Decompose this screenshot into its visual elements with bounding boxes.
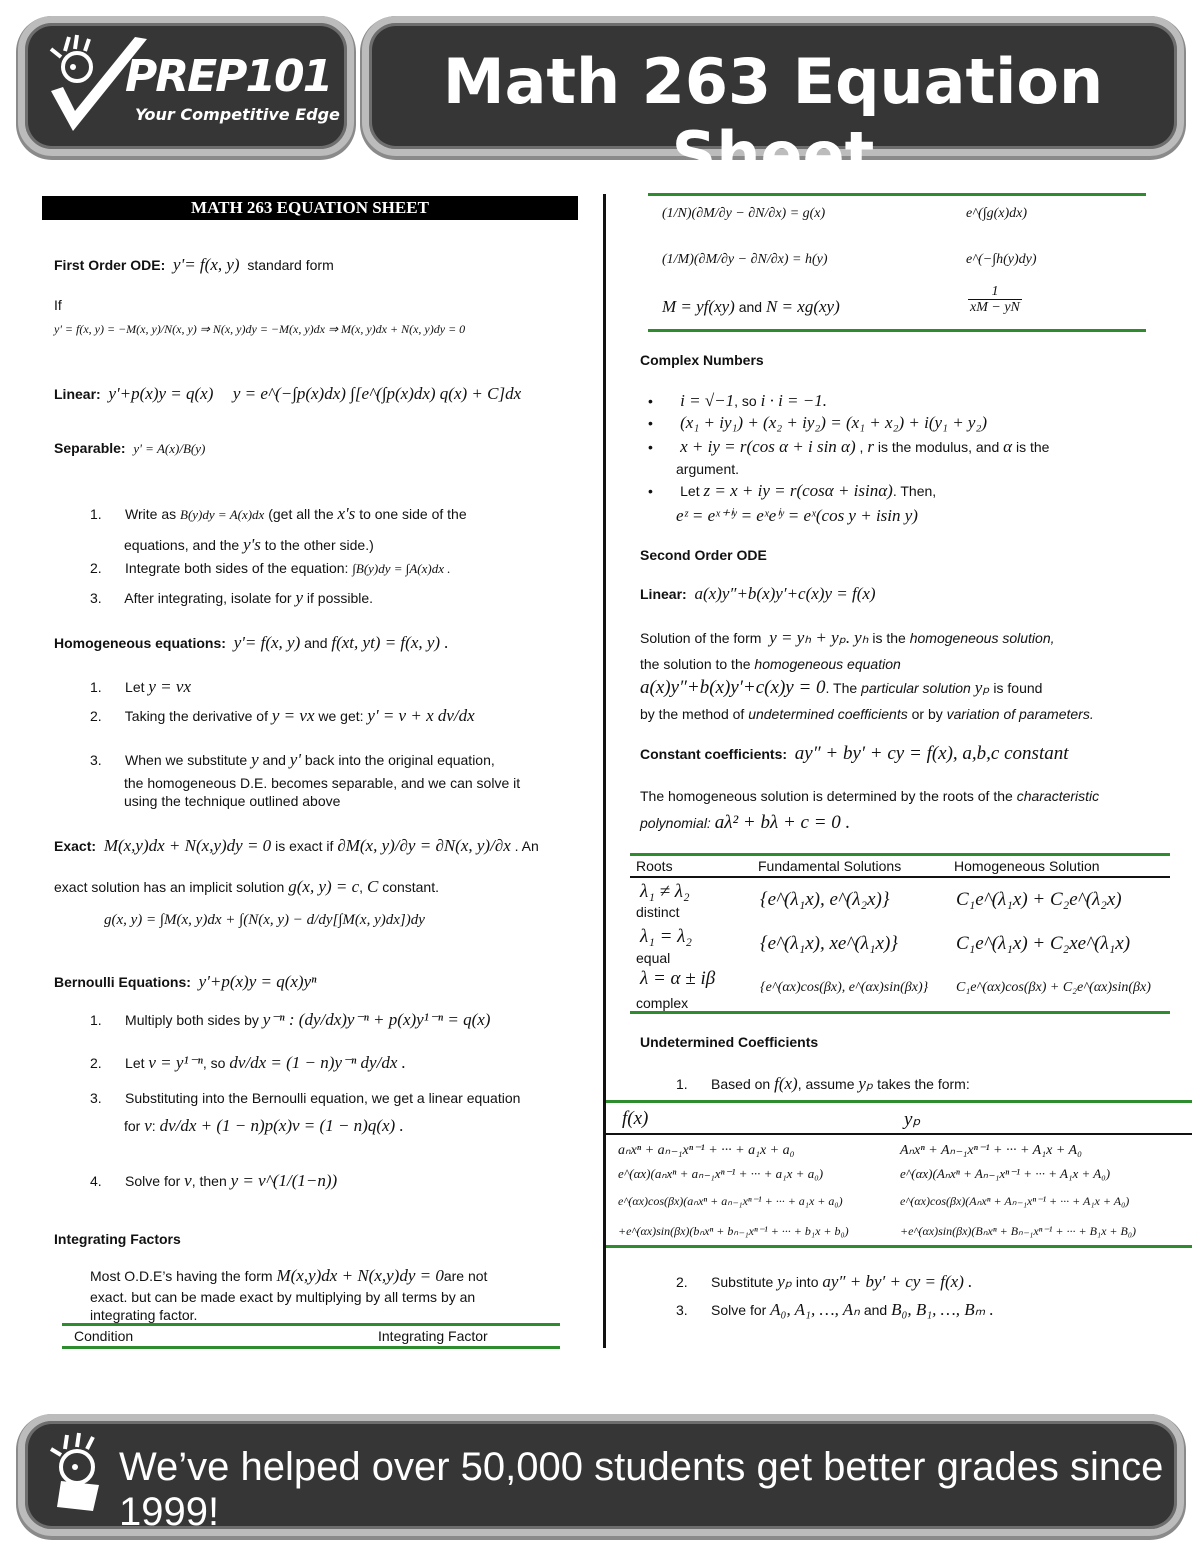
if-table-header-rule <box>62 1346 560 1349</box>
logo-panel <box>18 16 354 156</box>
homog-step-3: 3. When we substitute y and y' back into the original equation, <box>90 750 495 769</box>
undet-y-row-1: Aₙxⁿ + Aₙ₋₁xⁿ⁻¹ + ··· + A₁x + A₀ <box>900 1143 1082 1158</box>
roots-header-homogeneous: Homogeneous Solution <box>954 858 1100 874</box>
title-panel <box>362 16 1184 191</box>
mascot-icon <box>47 1431 111 1515</box>
integrating-title: Integrating Factors <box>54 1231 181 1247</box>
complex-bullet-4: • Let z = x + iy = r(cosα + isinα). Then, <box>648 481 937 500</box>
page-title: Math 263 Equation Sheet <box>442 45 1104 191</box>
hom-equal: C₁e^(λ₁x) + C₂xe^(λ₁x) <box>956 933 1131 954</box>
sep-step-1: 1. Write as B(y)dy = A(x)dx (get all the x's to one side of the <box>90 504 467 523</box>
sep-step-1b: equations, and the y's to the other side.) <box>124 535 374 554</box>
undet-header-rule <box>606 1133 1192 1135</box>
second-order-title: Second Order ODE <box>640 547 767 563</box>
bern-step-4: 4. Solve for v, then y = v^(1/(1−n)) <box>90 1171 338 1190</box>
homogeneous-solution-line-2: polynomial: aλ² + bλ + c = 0 . <box>640 812 851 833</box>
sep-step-3: 3. After integrating, isolate for y if possible. <box>90 588 374 607</box>
constant-coefficients-line: Constant coefficients: ay″ + by′ + cy = f(x), a,b,c constant <box>640 743 1069 764</box>
hom-complex: C₁e^(αx)cos(βx) + C₂e^(αx)sin(βx) <box>956 980 1151 995</box>
if-label: If <box>54 297 62 313</box>
bern-step-3: 3. Substituting into the Bernoulli equation, we get a linear equation <box>90 1090 521 1106</box>
homog-step-3c: using the technique outlined above <box>124 793 341 809</box>
bern-step-1: 1. Multiply both sides by y⁻ⁿ : (dy/dx)y⁻ⁿ + p(x)y¹⁻ⁿ = q(x) <box>90 1010 491 1029</box>
roots-table-top-rule <box>630 853 1170 856</box>
fund-equal: {e^(λ₁x), xe^(λ₁x)} <box>760 933 898 954</box>
exact-solution: g(x, y) = ∫M(x, y)dx + ∫(N(x, y) − d/dy[∫M(x, y)dx])dy <box>104 912 425 928</box>
undetermined-title: Undetermined Coefficients <box>640 1034 819 1050</box>
logo-tagline: Your Competitive Edge <box>135 105 340 124</box>
if-row-1-factor: e^(∫g(x)dx) <box>966 206 1028 221</box>
complex-bullet-3: • x + iy = r(cos α + i sin α) , r is the modulus, and α is the <box>648 437 1050 456</box>
roots-table-bottom-rule <box>630 1011 1170 1014</box>
undet-step-2: 2. Substitute yₚ into ay″ + by′ + cy = f(x) . <box>676 1272 973 1291</box>
undet-y-row-4: +e^(αx)sin(βx)(Bₙxⁿ + Bₙ₋₁xⁿ⁻¹ + ··· + B₁x + B₀) <box>900 1224 1136 1238</box>
roots-header-roots: Roots <box>636 858 673 874</box>
exact-line-2: exact solution has an implicit solution g(x, y) = c, C constant. <box>54 877 440 896</box>
if-row-2-condition: (1/M)(∂M/∂y − ∂N/∂x) = h(y) <box>662 252 828 267</box>
complex-bullet-3b: argument. <box>676 461 740 477</box>
homog-step-1: 1. Let y = vx <box>90 677 191 696</box>
if-row-2-factor: e^(−∫h(y)dy) <box>966 252 1037 267</box>
solution-line-3: a(x)y″+b(x)y′+c(x)y = 0. The particular solution yₚ is found <box>640 677 1043 698</box>
first-order-line: First Order ODE: y'= f(x, y) standard form <box>54 255 334 274</box>
fund-distinct: {e^(λ₁x), e^(λ₂x)} <box>760 889 890 910</box>
integrating-text-1: Most O.D.E’s having the form M(x,y)dx + N(x,y)dy = 0are not <box>90 1266 488 1285</box>
complex-bullet-2: • (x₁ + iy₁) + (x₂ + iy₂) = (x₁ + x₂) + i(y₁ + y₂) <box>648 413 988 432</box>
footer-panel <box>18 1414 1184 1536</box>
root-equal: λ₁ = λ₂ <box>640 926 692 947</box>
bern-step-3b: for v: dv/dx + (1 − n)p(x)v = (1 − n)q(x) . <box>124 1116 404 1135</box>
complex-title: Complex Numbers <box>640 352 764 368</box>
homogeneous-solution-line-1: The homogeneous solution is determined by the roots of the characteristic <box>640 788 1100 804</box>
if-col-factor: Integrating Factor <box>378 1328 488 1344</box>
homog-step-3b: the homogeneous D.E. becomes separable, and we can solve it <box>124 775 521 791</box>
column-divider <box>603 194 606 1348</box>
root-distinct: λ₁ ≠ λ₂ <box>640 881 690 902</box>
separable-line: Separable: y' = A(x)/B(y) <box>54 440 206 456</box>
undet-step-1: 1. Based on f(x), assume yₚ takes the form: <box>676 1074 970 1093</box>
if-row-1-condition: (1/N)(∂M/∂y − ∂N/∂x) = g(x) <box>662 206 826 221</box>
undet-y-row-2: e^(αx)(Aₙxⁿ + Aₙ₋₁xⁿ⁻¹ + ··· + A₁x + A₀) <box>900 1166 1111 1181</box>
roots-header-rule <box>630 876 1170 878</box>
sheet-banner: MATH 263 EQUATION SHEET <box>42 196 578 220</box>
integrating-text-2: exact. but can be made exact by multiplying by all terms by an <box>90 1289 476 1305</box>
solution-line-4: by the method of undetermined coefficients or by variation of parameters. <box>640 706 1094 722</box>
undet-header-f: f(x) <box>622 1108 649 1129</box>
sep-step-2: 2. Integrate both sides of the equation: ∫B(y)dy = ∫A(x)dx . <box>90 560 451 576</box>
undet-y-row-3: e^(αx)cos(βx)(Aₙxⁿ + Aₙ₋₁xⁿ⁻¹ + ··· + A₁x + A₀) <box>900 1194 1130 1208</box>
root-equal-label: equal <box>636 950 671 966</box>
linear-line: Linear: y'+p(x)y = q(x) y = e^(−∫p(x)dx) ∫[e^(∫p(x)dx) q(x) + C]dx <box>54 384 522 403</box>
root-distinct-label: distinct <box>636 904 680 920</box>
solution-line-2: the solution to the homogeneous equation <box>640 656 901 672</box>
complex-euler: eᶻ = eˣ⁺ⁱʸ = eˣeⁱʸ = eˣ(cos y + isin y) <box>676 506 918 525</box>
footer-slogan: We’ve helped over 50,000 students get better grades since 1999! <box>119 1445 1164 1534</box>
root-complex-label: complex <box>636 995 689 1011</box>
if-col-condition: Condition <box>74 1328 134 1344</box>
undet-step-3: 3. Solve for A₀, A₁, …, Aₙ and B₀, B₁, …, Bₘ . <box>676 1300 994 1319</box>
if-row-3-condition: M = yf(xy) and N = xg(xy) <box>662 297 840 316</box>
undet-f-row-4: +e^(αx)sin(βx)(bₙxⁿ + bₙ₋₁xⁿ⁻¹ + ··· + b₁x + b₀) <box>618 1224 849 1238</box>
root-complex: λ = α ± iβ <box>640 968 716 989</box>
fund-complex: {e^(αx)cos(βx), e^(αx)sin(βx)} <box>760 980 929 995</box>
undet-f-row-2: e^(αx)(aₙxⁿ + aₙ₋₁xⁿ⁻¹ + ··· + a₁x + a₀) <box>618 1166 824 1181</box>
complex-bullet-1: • i = √−1, so i · i = −1. <box>648 391 827 410</box>
undet-table-top-rule <box>606 1100 1192 1103</box>
if-row-3-factor: $\frac{1}{xM - yN}$ <box>970 284 1020 316</box>
roots-header-fundamental: Fundamental Solutions <box>758 858 902 874</box>
undet-f-row-1: aₙxⁿ + aₙ₋₁xⁿ⁻¹ + ··· + a₁x + a₀ <box>618 1143 795 1158</box>
bern-step-2: 2. Let v = y¹⁻ⁿ, so dv/dx = (1 − n)y⁻ⁿ dy/dx . <box>90 1053 406 1072</box>
exact-line: Exact: M(x,y)dx + N(x,y)dy = 0 is exact if ∂M(x, y)/∂y = ∂N(x, y)/∂x . An <box>54 836 539 855</box>
logo-name: PREP101 <box>125 51 332 102</box>
undet-header-yp: yₚ <box>904 1109 921 1130</box>
undet-table-bottom-rule <box>606 1245 1192 1248</box>
second-linear-line: Linear: a(x)y″+b(x)y′+c(x)y = f(x) <box>640 584 876 603</box>
if-table-top-rule <box>62 1323 560 1326</box>
homogeneous-line: Homogeneous equations: y'= f(x, y) and f(xt, yt) = f(x, y) . <box>54 633 449 652</box>
if-equation: y' = f(x, y) = −M(x, y)/N(x, y) ⇒ N(x, y)dy = −M(x, y)dx ⇒ M(x, y)dx + N(x, y)dy = 0 <box>54 322 466 336</box>
integrating-text-3: integrating factor. <box>90 1307 198 1323</box>
bernoulli-line: Bernoulli Equations: y'+p(x)y = q(x)yⁿ <box>54 972 317 991</box>
if-table-bottom-rule <box>648 329 1146 332</box>
undet-f-row-3: e^(αx)cos(βx)(aₙxⁿ + aₙ₋₁xⁿ⁻¹ + ··· + a₁x + a₀) <box>618 1194 843 1208</box>
hom-distinct: C₁e^(λ₁x) + C₂e^(λ₂x) <box>956 889 1122 910</box>
if-table-cont-top-rule <box>648 193 1146 196</box>
homog-step-2: 2. Taking the derivative of y = vx we get: y' = v + x dv/dx <box>90 706 475 725</box>
solution-line-1: Solution of the form y = yₕ + yₚ. yₕ is the homogeneous solution, <box>640 628 1055 647</box>
